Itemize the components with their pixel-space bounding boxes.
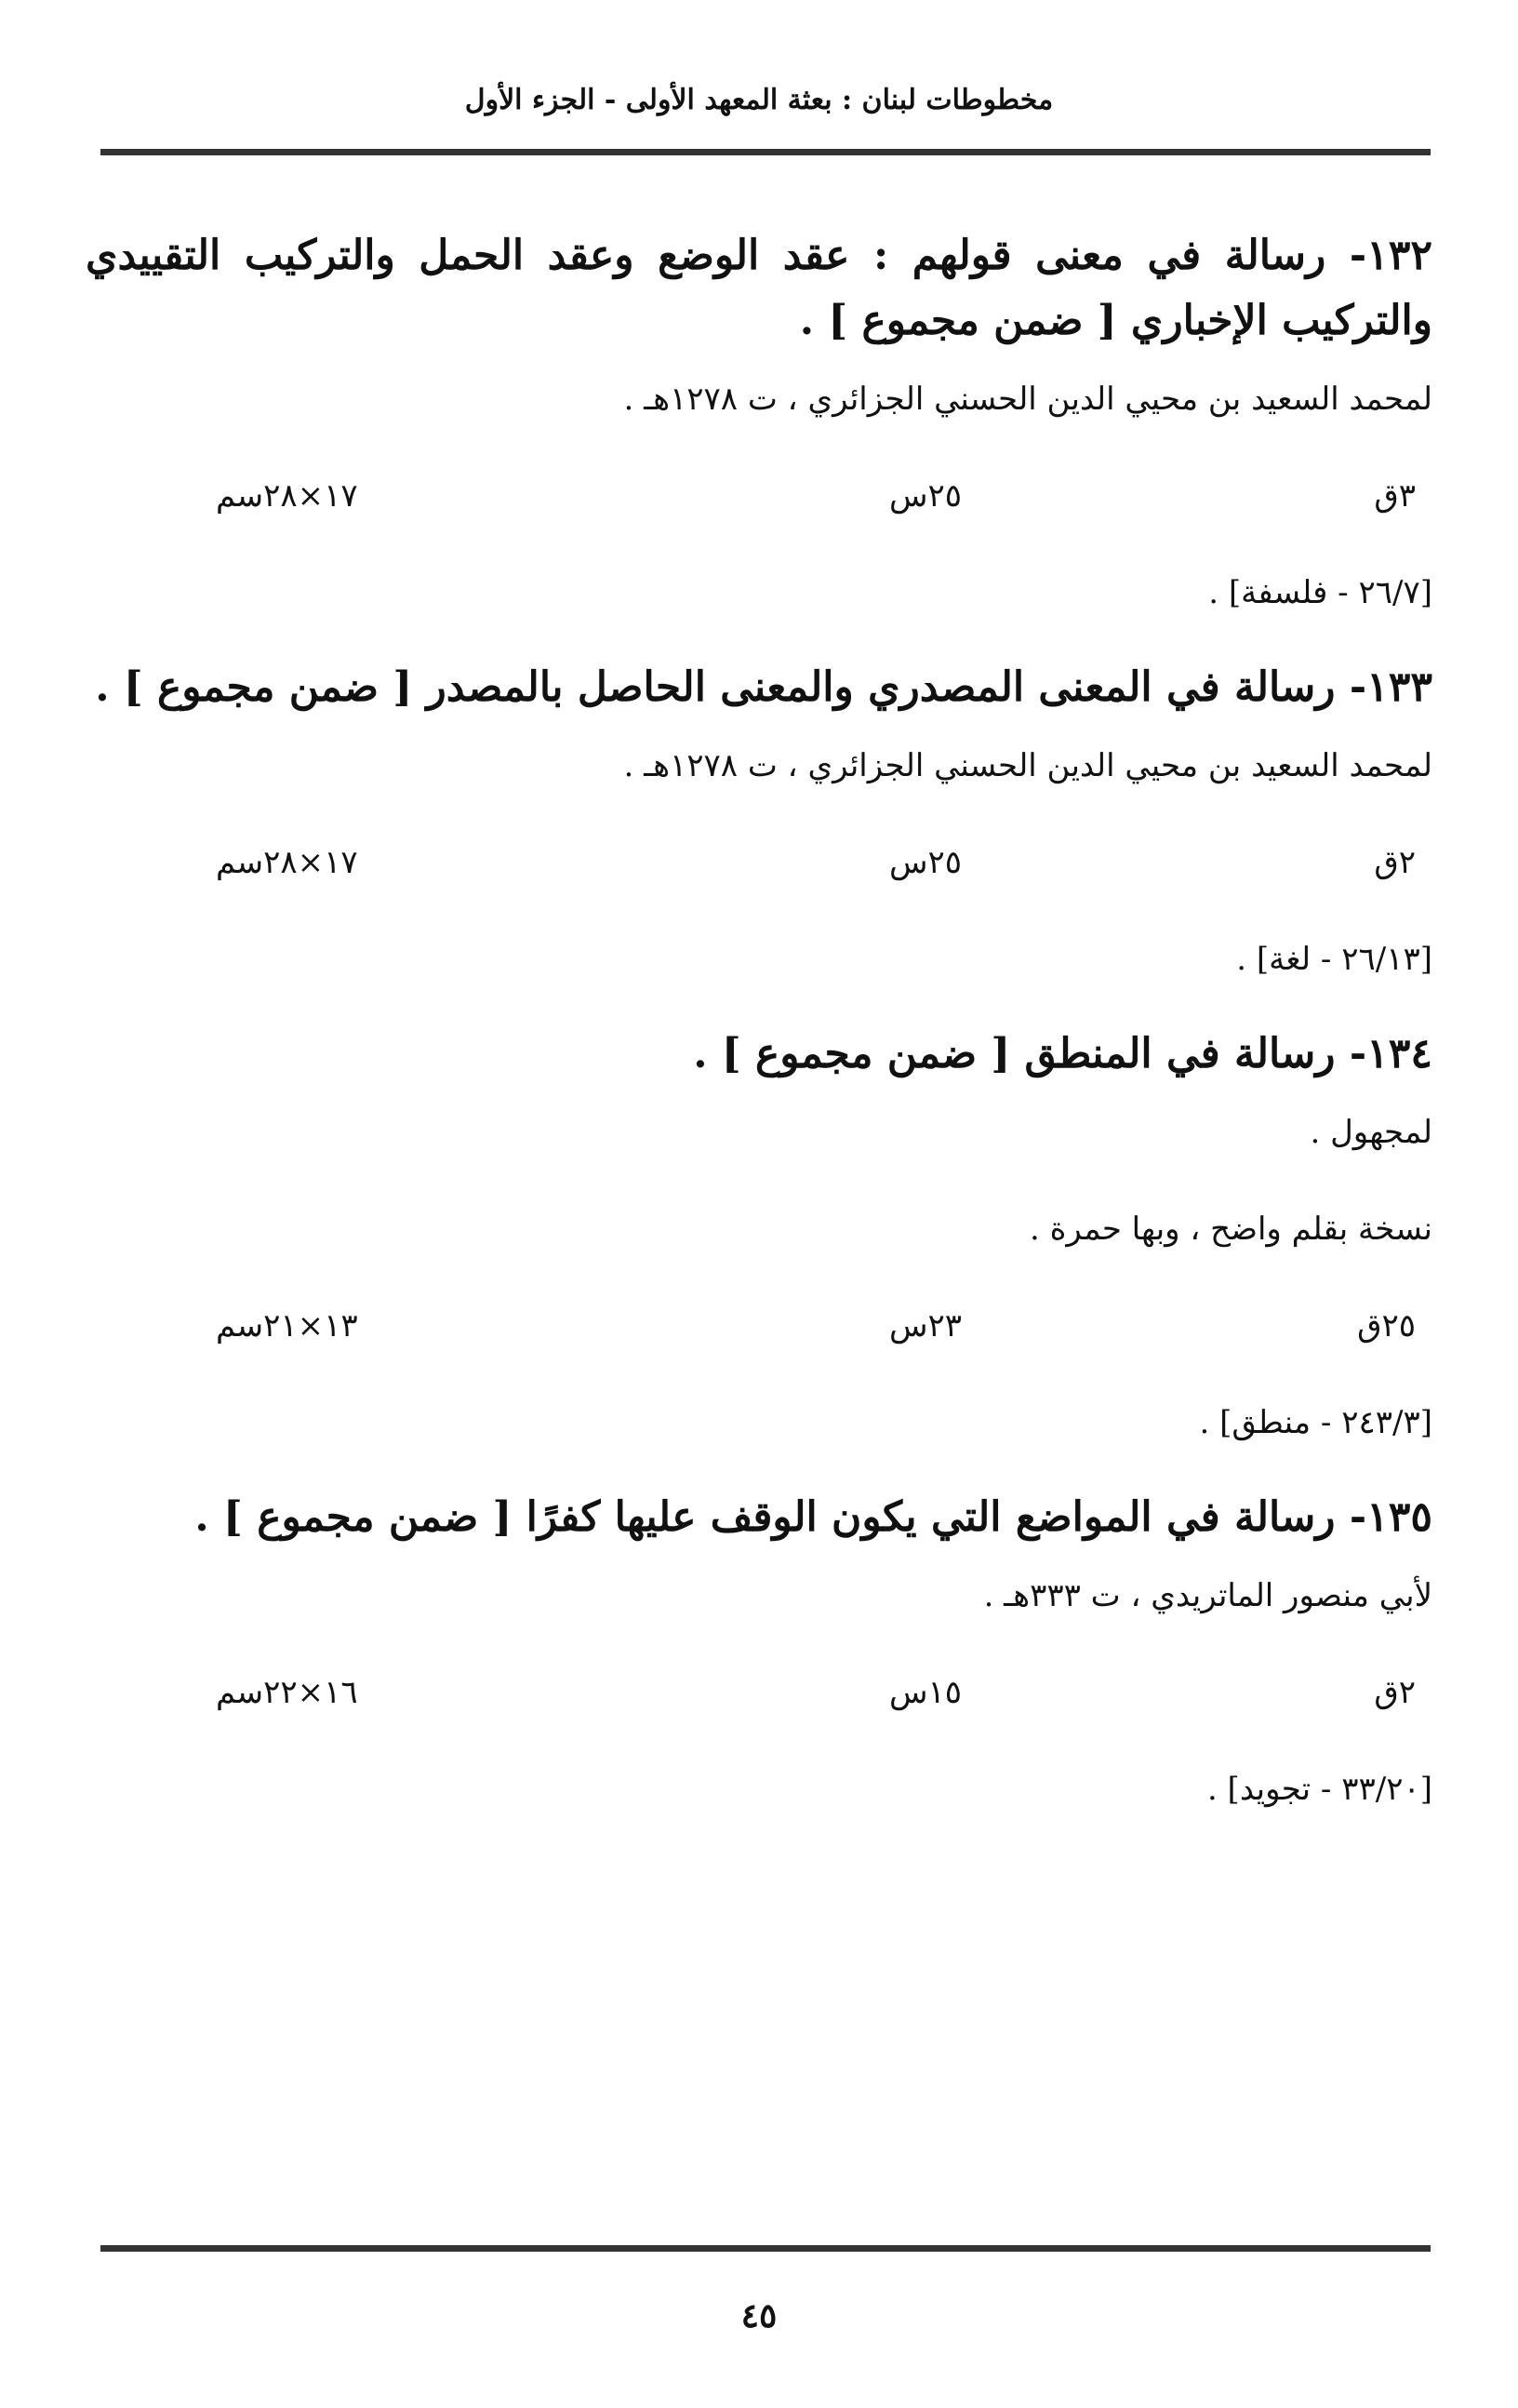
entry-title: ١٣٥- رسالة في المواضع التي يكون الوقف عليها كفرًا [ ضمن مجموع ] . <box>194 1493 1432 1541</box>
entry-title: ١٣٤- رسالة في المنطق [ ضمن مجموع ] . <box>693 1030 1432 1077</box>
entry-note: نسخة بقلم واضح ، وبها حمرة . <box>1030 1211 1432 1248</box>
entry-134 <box>86 1022 1432 1446</box>
line-count: ١٥س <box>888 1674 962 1711</box>
header-rule <box>100 149 1431 155</box>
entry-author: لمجهول . <box>1310 1114 1432 1151</box>
entry-reference: [٢٦/٧ - فلسفة] . <box>1208 574 1432 611</box>
entry-specs <box>86 839 1432 886</box>
entry-author: لأبي منصور الماتريدي ، ت ٣٣٣هـ . <box>983 1577 1432 1614</box>
entry-135 <box>86 1485 1432 1813</box>
entry-specs <box>86 1303 1432 1349</box>
entry-specs <box>86 473 1432 519</box>
entry-author: لمحمد السعيد بن محيي الدين الحسني الجزائري ، ت ١٢٧٨هـ . <box>623 381 1432 418</box>
leaf-count: ٢ق <box>1374 1674 1416 1711</box>
entry-reference: [٢٤٣/٣ - منطق] . <box>1199 1404 1432 1441</box>
running-header: مخطوطات لبنان : بعثة المعهد الأولى - الجزء الأول <box>464 84 1054 116</box>
entry-author: لمحمد السعيد بن محيي الدين الحسني الجزائري ، ت ١٢٧٨هـ . <box>623 747 1432 784</box>
entry-title: ١٣٢- رسالة في معنى قولهم : عقد الوضع وعقد الحمل والتركيب التقييدي والتركيب الإخباري [ ضمن مجموع ] . <box>86 232 1432 344</box>
entry-specs <box>86 1669 1432 1716</box>
entry-133 <box>86 655 1432 983</box>
page-size: ١٧×٢٨سم <box>216 477 358 515</box>
entry-reference: [٣٣/٢٠ - تجويد] . <box>1206 1771 1432 1808</box>
leaf-count: ٢٥ق <box>1357 1307 1416 1344</box>
entry-reference: [٢٦/١٣ - لغة] . <box>1236 941 1432 978</box>
entries-list <box>86 223 1432 1852</box>
leaf-count: ٣ق <box>1374 477 1416 515</box>
entry-title: ١٣٣- رسالة في المعنى المصدري والمعنى الحاصل بالمصدر [ ضمن مجموع ] . <box>95 663 1432 711</box>
entry-132 <box>86 223 1432 616</box>
line-count: ٢٥س <box>888 844 962 881</box>
page-size: ١٧×٢٨سم <box>216 844 358 881</box>
page-number: ٤٥ <box>740 2296 778 2335</box>
line-count: ٢٣س <box>888 1307 962 1344</box>
leaf-count: ٢ق <box>1374 844 1416 881</box>
page-size: ١٦×٢٢سم <box>216 1674 358 1711</box>
page-size: ١٣×٢١سم <box>216 1307 358 1344</box>
line-count: ٢٥س <box>888 477 962 515</box>
footer-rule <box>100 2245 1431 2252</box>
